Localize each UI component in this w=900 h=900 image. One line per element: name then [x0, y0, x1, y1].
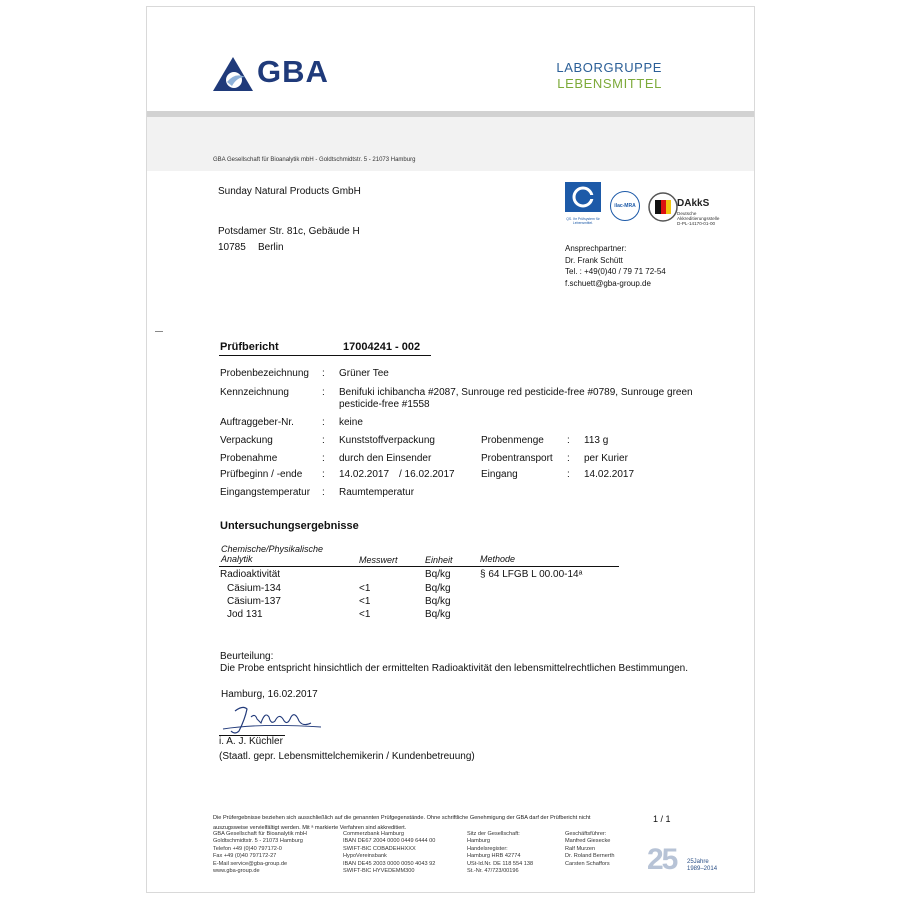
qs-logo — [563, 182, 603, 228]
footer-line: Telefon +49 (0)40 797172-0 — [213, 845, 282, 852]
result-method: § 64 LFGB L 00.00-14ᵃ — [480, 569, 583, 580]
assessment-label: Beurteilung: — [220, 651, 274, 662]
label-probenmenge: Probenmenge — [481, 435, 544, 446]
contact-block — [565, 243, 666, 289]
label-temperatur: Eingangstemperatur — [220, 487, 311, 498]
ilac-logo — [610, 191, 640, 221]
anniversary-line2: 1989–2014 — [687, 866, 718, 872]
signature-image — [221, 703, 331, 737]
contact-email[interactable]: f.schuett@gba-group.de — [565, 278, 651, 288]
page-number: 1 / 1 — [653, 814, 671, 824]
footer-disclaimer-line2: auszugsweise vervielfältigt werden. Mit ᵃ markierte Verfahren sind akkreditiert. — [213, 825, 407, 831]
footer-col-management — [565, 831, 614, 868]
label-verpackung: Verpackung — [220, 435, 273, 446]
qs-logo-icon — [563, 182, 603, 212]
result-unit: Bq/kg — [425, 583, 451, 594]
value-kennzeichnung-line1: Benifuki ichibancha #2087, Sunrouge red pesticide-free #0789, Sunrouge green — [339, 387, 693, 398]
col-header-analytik — [221, 544, 323, 564]
report-title: Prüfbericht — [220, 341, 279, 353]
colon: : — [567, 435, 570, 446]
value-pruefende: / 16.02.2017 — [399, 469, 455, 480]
value-verpackung: Kunststoffverpackung — [339, 435, 435, 446]
signer-role: (Staatl. gepr. Lebensmittelchemikerin / Kundenbetreuung) — [219, 751, 475, 762]
value-temperatur: Raumtemperatur — [339, 487, 415, 498]
footer-line: Sitz der Gesellschaft: — [467, 831, 520, 837]
footer-line: USt-Id.Nr. DE 118 554 138 — [467, 860, 534, 867]
footer-line: Handelsregister: — [467, 845, 508, 852]
value-eingang: 14.02.2017 — [584, 469, 635, 480]
recipient-street: Potsdamer Str. 81c, Gebäude H — [218, 226, 360, 237]
label-auftraggeber: Auftraggeber-Nr. — [220, 417, 294, 428]
report-title-underline — [219, 355, 431, 356]
colon: : — [322, 368, 325, 379]
col-header-analytik-line1: Chemische/Physikalische — [221, 544, 324, 554]
colon: : — [322, 435, 325, 446]
results-heading: Untersuchungsergebnisse — [220, 520, 359, 532]
sender-line: GBA Gesellschaft für Bioanalytik mbH - Goldtschmidtstr. 5 - 21073 Hamburg — [213, 157, 416, 163]
label-eingang: Eingang — [481, 469, 518, 480]
value-kennzeichnung — [322, 387, 739, 411]
colon: : — [322, 487, 325, 498]
footer-line: Carsten Schaffors — [565, 860, 610, 867]
result-name: Cäsium-137 — [227, 596, 281, 607]
dakks-logo-icon — [647, 191, 679, 223]
footer-line: GBA Gesellschaft für Bioanalytik mbH — [213, 831, 307, 837]
signer-name: i. A. J. Küchler — [219, 736, 283, 747]
label-pruefbeginn: Prüfbeginn / -ende — [220, 469, 303, 480]
place-date: Hamburg, 16.02.2017 — [221, 689, 318, 700]
gba-logo-icon — [213, 57, 253, 91]
footer-line: Geschäftsführer: — [565, 831, 607, 837]
colon: : — [322, 469, 325, 480]
result-name: Cäsium-134 — [227, 583, 281, 594]
footer-disclaimer — [213, 813, 591, 833]
colon: : — [322, 453, 325, 464]
fold-mark — [155, 331, 163, 332]
value-auftraggeber: keine — [339, 417, 363, 428]
dakks-sub2: Akkreditierungsstelle — [677, 216, 720, 222]
result-value: <1 — [359, 596, 371, 607]
footer-line: Dr. Roland Bernerth — [565, 853, 615, 860]
footer-line: SWIFT-BIC COBADEHHXXX — [343, 845, 416, 852]
footer-line: IBAN DE45 2003 0000 0050 4043 92 — [343, 860, 436, 867]
dakks-sub3: D-PL-14170-01-00 — [677, 221, 716, 227]
footer-line: Fax +49 (0)40 797172-27 — [213, 853, 277, 860]
result-unit: Bq/kg — [425, 569, 451, 580]
footer-line: Commerzbank Hamburg — [343, 831, 404, 837]
result-value: <1 — [359, 609, 371, 620]
col-header-methode: Methode — [480, 554, 516, 564]
footer-col-company — [213, 831, 307, 875]
footer-line: St.-Nr. 47/723/00196 — [467, 868, 519, 875]
recipient-zip: 10785 — [218, 242, 246, 253]
label-probentransport: Probentransport — [481, 453, 553, 464]
value-probenahme: durch den Einsender — [339, 453, 432, 464]
lab-group-line2: LEBENSMITTEL — [557, 76, 662, 91]
footer-line: Hamburg — [467, 838, 491, 845]
footer-line: Ralf Murzen — [565, 845, 596, 852]
recipient-city: Berlin — [258, 242, 284, 253]
footer-line: SWIFT-BIC HYVEDEMM300 — [343, 868, 415, 875]
result-unit: Bq/kg — [425, 596, 451, 607]
lab-group-line1: LABORGRUPPE — [556, 60, 662, 75]
colon: : — [567, 469, 570, 480]
contact-name: Dr. Frank Schütt — [565, 255, 623, 265]
label-probenbezeichnung: Probenbezeichnung — [220, 368, 309, 379]
colon: : — [322, 387, 325, 398]
value-probenmenge: 113 g — [584, 435, 609, 446]
anniversary-logo-text — [687, 859, 717, 873]
anniversary-logo-number: 25 — [647, 843, 677, 876]
colon: : — [567, 453, 570, 464]
footer-col-register — [467, 831, 533, 875]
footer-line: www.gba-group.de — [213, 868, 260, 875]
dakks-name: DAkkS — [677, 198, 710, 209]
ilac-logo-text: ilac-MRA — [614, 203, 636, 209]
footer-line: HypoVereinsbank — [343, 853, 387, 860]
col-header-messwert: Messwert — [359, 555, 398, 565]
result-name: Radioaktivität — [220, 569, 281, 580]
colon: : — [322, 417, 325, 428]
report-number: 17004241 - 002 — [343, 341, 421, 353]
results-header-rule — [219, 566, 619, 567]
dakks-sub1: Deutsche — [677, 211, 697, 216]
footer-line: IBAN DE67 2004 0000 0449 6444 00 — [343, 838, 436, 845]
dakks-subtitle — [677, 211, 719, 227]
col-header-einheit: Einheit — [425, 555, 453, 565]
label-probenahme: Probenahme — [220, 453, 278, 464]
contact-phone: Tel. : +49(0)40 / 79 71 72-54 — [565, 267, 666, 276]
label-kennzeichnung: Kennzeichnung — [220, 387, 289, 398]
contact-label: Ansprechpartner: — [565, 244, 627, 253]
result-unit: Bq/kg — [425, 609, 451, 620]
footer-col-bank — [343, 831, 435, 875]
footer-line: Manfred Giesecke — [565, 838, 611, 845]
qs-logo-text: QS. Ihr Prüfsystem für Lebensmittel. — [566, 217, 600, 225]
value-probenbezeichnung: Grüner Tee — [339, 368, 389, 379]
value-kennzeichnung-line2: pesticide-free #1558 — [339, 399, 430, 410]
document-page — [146, 6, 755, 893]
gba-logo-text: GBA — [257, 54, 329, 89]
value-pruefbeginn: 14.02.2017 — [339, 469, 390, 480]
result-name: Jod 131 — [227, 609, 263, 620]
recipient-company: Sunday Natural Products GmbH — [218, 186, 361, 197]
anniversary-line1: 25Jahre — [687, 859, 709, 865]
footer-line: Hamburg HRB 42774 — [467, 853, 521, 860]
assessment-text: Die Probe entspricht hinsichtlich der ermittelten Radioaktivität den lebensmittelrechtlichen Bestimmungen. — [220, 663, 689, 674]
footer-disclaimer-line1: Die Prüfergebnisse beziehen sich ausschließlich auf die genannten Prüfgegenstände. Ohne schriftliche Genehmigung der GBA darf der Prüfbericht nicht — [213, 815, 591, 821]
footer-line: E-Mail service@gba-group.de — [213, 860, 288, 867]
value-probentransport: per Kurier — [584, 453, 628, 464]
result-value: <1 — [359, 583, 371, 594]
col-header-analytik-line2: Analytik — [221, 554, 253, 564]
footer-line: Goldtschmidtstr. 5 - 21073 Hamburg — [213, 838, 303, 845]
